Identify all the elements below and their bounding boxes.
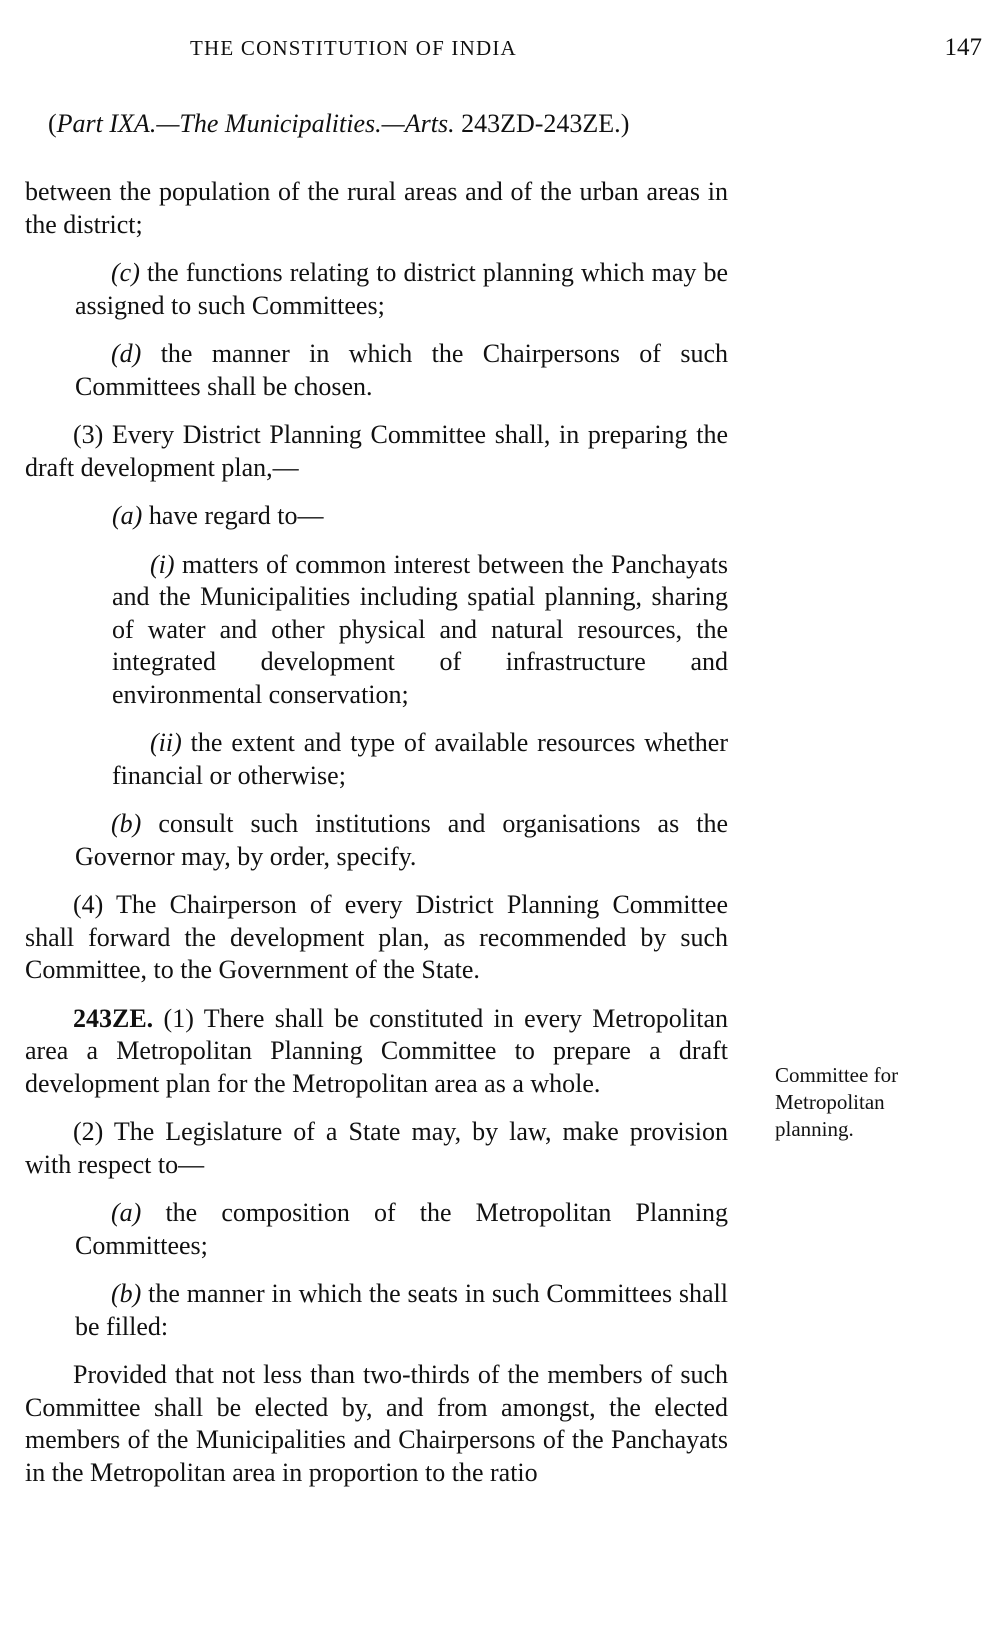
marginal-note: Committee for Metropolitan planning. xyxy=(775,1063,899,1141)
clause-label: (ii) xyxy=(150,728,182,757)
running-header: THE CONSTITUTION OF INDIA xyxy=(190,36,517,60)
clause-c: (c) the functions relating to district planning which may be assigned to such Committees; xyxy=(75,258,728,320)
part-heading: (Part IXA.—The Municipalities.—Arts. 243ZD-243ZE.) xyxy=(48,109,630,138)
clause-label: (a) xyxy=(111,1198,142,1227)
clause-2: (2) The Legislature of a State may, by law, make provision with respect to— xyxy=(25,1117,728,1179)
subclause-i: (i) matters of common interest between the Panchayats and the Municipalities including spatial planning, sharing of water and other physical and natural resources, the integrated development of infrastructure and environmental conservation; xyxy=(112,549,728,709)
proviso: Provided that not less than two-thirds of the members of such Committee shall be elected by, and from amongst, the elected members of the Municipalities and Chairpersons of the Panchayats in the Metropolitan area in proportion to the ratio xyxy=(25,1360,728,1487)
paragraph-continuation: between the population of the rural areas and of the urban areas in the district; xyxy=(25,177,728,239)
clause-label: (b) xyxy=(111,809,142,838)
clause-2a: (a) the composition of the Metropolitan Planning Committees; xyxy=(75,1198,728,1260)
clause-4: (4) The Chairperson of every District Planning Committee shall forward the development plan, as recommended by such Committee, to the Government of the State. xyxy=(25,890,728,984)
clause-3b: (b) consult such institutions and organisations as the Governor may, by order, specify. xyxy=(75,809,728,871)
clause-label: (c) xyxy=(111,258,140,287)
clause-label: (d) xyxy=(111,339,142,368)
part-heading-italic: Part IXA.—The Municipalities.—Arts. xyxy=(56,109,455,138)
clause-3a: (a) have regard to— xyxy=(112,501,324,530)
clause-label: (i) xyxy=(150,549,175,579)
clause-label: (b) xyxy=(111,1279,142,1308)
article-number: 243ZE. xyxy=(73,1003,154,1033)
clause-2b: (b) the manner in which the seats in such Committees shall be filled: xyxy=(75,1279,728,1341)
page-number: 147 xyxy=(944,34,982,61)
article-243ze: 243ZE. (1) There shall be constituted in every Metropolitan area a Metropolitan Planning Committee to prepare a draft development plan for the Metropolitan area as a whole. xyxy=(25,1003,728,1098)
clause-label: (a) xyxy=(112,501,143,530)
clause-3: (3) Every District Planning Committee shall, in preparing the draft development plan,— xyxy=(25,420,728,482)
article-body xyxy=(25,176,728,1505)
subclause-ii: (ii) the extent and type of available resources whether financial or otherwise; xyxy=(112,728,728,790)
clause-d: (d) the manner in which the Chairpersons of such Committees shall be chosen. xyxy=(75,339,728,401)
